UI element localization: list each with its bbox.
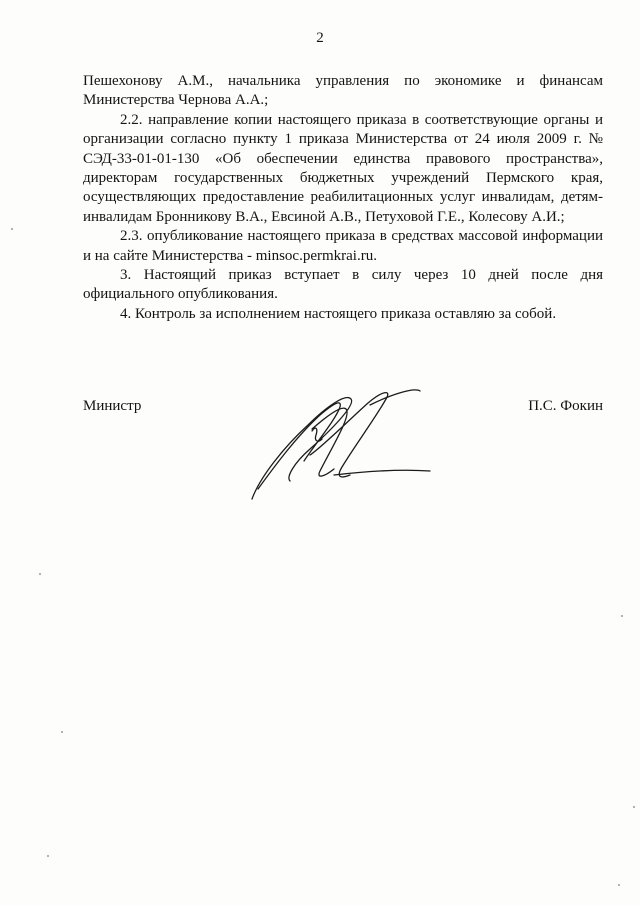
signatory-title: Министр <box>83 398 142 414</box>
paragraph-2-3: 2.3. опубликование настоящего приказа в средствах массовой информации и на сайте Министерства - minsoc.permkrai.ru. <box>83 228 603 264</box>
paragraph-continuation: Пешехонову А.М., начальника управления по экономике и финансам Министерства Чернова А.А.; <box>83 73 603 109</box>
signatory-name: П.С. Фокин <box>528 398 603 414</box>
body-text <box>83 72 603 324</box>
handwritten-signature <box>250 385 440 505</box>
page-number: 2 <box>316 30 324 46</box>
paragraph-2-2: 2.2. направление копии настоящего приказа в соответствующие органы и организации согласно пункту 1 приказа Министерства от 24 июля 2009 г. № СЭД-33-01-01-130 «Об обеспечении единства правового пространства», директорам государственных бюджетных учреждений Пермского края, осуществляющих предоставление реабилитационных услуг инвалидам, детям-инвалидам Бронникову В.А., Евсиной А.В., Петуховой Г.Е., Колесову А.И.; <box>83 111 603 225</box>
paragraph-4: 4. Контроль за исполнением настоящего приказа оставляю за собой. <box>120 305 557 322</box>
paragraph-3: 3. Настоящий приказ вступает в силу через 10 дней после дня официального опубликования. <box>83 267 603 303</box>
